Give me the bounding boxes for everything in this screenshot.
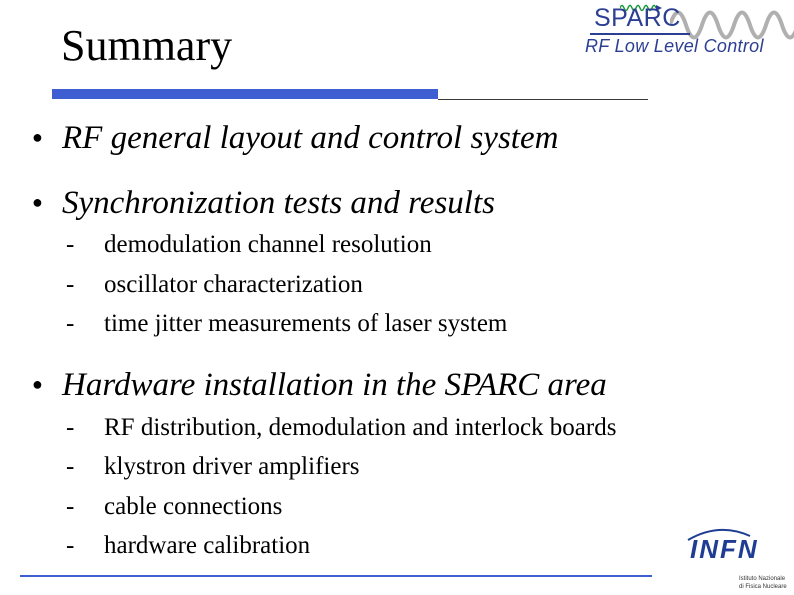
bullet-item-text: Synchronization tests and results	[62, 185, 495, 221]
sub-item-text: demodulation channel resolution	[104, 231, 432, 258]
sub-item-text: cable connections	[104, 493, 283, 520]
sub-item	[66, 451, 360, 483]
bullet-icon: ●	[32, 192, 43, 213]
dash-icon: -	[66, 231, 75, 258]
bullet-icon: ●	[32, 374, 43, 395]
dash-icon: -	[66, 310, 75, 337]
dash-icon: -	[66, 453, 75, 480]
dash-icon: -	[66, 271, 75, 298]
sub-item	[66, 412, 616, 444]
sub-item-text: oscillator characterization	[104, 271, 363, 298]
infn-logo-fullname	[739, 575, 794, 591]
sub-item	[66, 269, 363, 301]
infn-logo-name: INFN	[690, 534, 759, 564]
dash-icon: -	[66, 493, 75, 520]
sub-item-text: time jitter measurements of laser system	[104, 310, 508, 337]
slide-title: Summary	[61, 21, 233, 70]
title-divider-line	[438, 99, 648, 100]
bullet-icon: ●	[32, 127, 43, 148]
sub-item-text: klystron driver amplifiers	[104, 453, 360, 480]
bullet-item-2	[32, 183, 495, 225]
sub-item-text: hardware calibration	[104, 532, 311, 559]
sub-item	[66, 491, 282, 523]
sub-item	[66, 229, 432, 261]
dash-icon: -	[66, 414, 75, 441]
bullet-item-text: RF general layout and control system	[62, 120, 559, 156]
sparc-logo-subtitle: RF Low Level Control	[585, 36, 764, 56]
bullet-item-text: Hardware installation in the SPARC area	[62, 367, 607, 403]
dash-icon: -	[66, 532, 75, 559]
title-accent-bar	[52, 89, 438, 99]
sub-item	[66, 308, 507, 340]
sparc-logo-name: SPARC	[594, 4, 681, 32]
sub-item-text: RF distribution, demodulation and interlock boards	[104, 414, 617, 441]
footer-line	[20, 575, 652, 577]
sub-item	[66, 530, 310, 562]
infn-logo-line-2: di Fisica Nucleare	[739, 584, 787, 590]
infn-logo-line-1: Istituto Nazionale	[739, 576, 786, 582]
bullet-item-1	[32, 118, 558, 160]
bullet-item-3	[32, 365, 607, 407]
sparc-logo-underline	[590, 33, 690, 35]
